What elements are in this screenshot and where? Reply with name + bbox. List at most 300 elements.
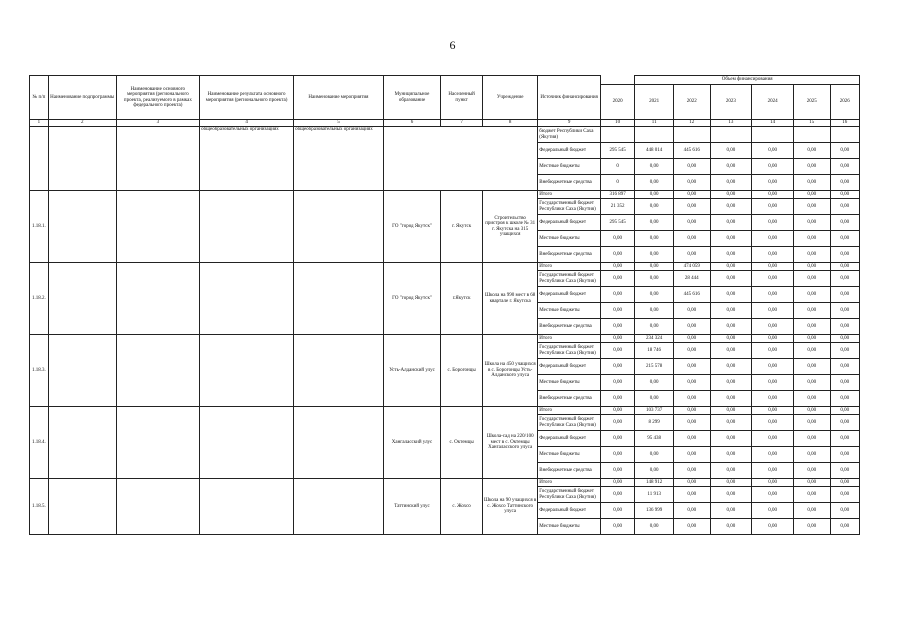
- header-funding: Объем финансирования: [635, 76, 860, 85]
- value-cell: 0,00: [673, 319, 710, 335]
- value-cell: 0,00: [600, 375, 634, 391]
- value-cell: 0,00: [794, 447, 831, 463]
- value-cell: 0,00: [830, 479, 859, 487]
- source-cell: Итого: [538, 191, 601, 199]
- header-municipality: Муниципальное образование: [383, 76, 440, 120]
- source-cell: Государственный бюджет Республики Саха (Якутия): [538, 271, 601, 287]
- institution-cell: Школа на 90 учащихся в с. Жохсо Таттинского улуса: [482, 479, 537, 535]
- value-cell: 0,00: [794, 503, 831, 519]
- value-cell: 0,00: [710, 199, 752, 215]
- institution-cell: Строительство пристроя к школе № 31 г. Якутска на 315 учащихся: [482, 191, 537, 263]
- value-cell: 0,00: [752, 463, 794, 479]
- value-cell: 0,00: [752, 319, 794, 335]
- column-number: 5: [294, 120, 384, 127]
- value-cell: 0,00: [794, 215, 831, 231]
- source-cell: Итого: [538, 335, 601, 343]
- value-cell: 0,00: [710, 447, 752, 463]
- value-cell: 0,00: [830, 191, 859, 199]
- value-cell: 0,00: [830, 415, 859, 431]
- value-cell: 0,00: [794, 143, 831, 159]
- value-cell: 448 014: [635, 143, 674, 159]
- source-cell: Государственный бюджет Республики Саха (Якутия): [538, 487, 601, 503]
- row-number: 1.18.5.: [30, 479, 49, 535]
- value-cell: 0,00: [752, 175, 794, 191]
- value-cell: 0,00: [710, 407, 752, 415]
- table-row: [30, 191, 860, 199]
- source-cell: Государственный бюджет Республики Саха (Якутия): [538, 415, 601, 431]
- value-cell: 0,00: [830, 263, 859, 271]
- municipality-cell: Хангаласский улус: [383, 407, 440, 479]
- value-cell: 0,00: [710, 463, 752, 479]
- value-cell: 0,00: [752, 503, 794, 519]
- value-cell: 0,00: [830, 231, 859, 247]
- column-number: 7: [441, 120, 483, 127]
- header-sources: Источник финансирования: [538, 76, 601, 120]
- value-cell: 0,00: [830, 175, 859, 191]
- value-cell: 0,00: [673, 431, 710, 447]
- value-cell: 0,00: [794, 271, 831, 287]
- source-cell: Государственный бюджет Республики Саха (Якутия): [538, 199, 601, 215]
- value-cell: 0,00: [600, 263, 634, 271]
- main-event-cell: [116, 335, 200, 407]
- value-cell: 0,00: [673, 199, 710, 215]
- value-cell: 0,00: [710, 431, 752, 447]
- value-cell: 445 616: [673, 287, 710, 303]
- value-cell: 0,00: [752, 159, 794, 175]
- value-cell: 21 352: [600, 199, 634, 215]
- table-row: [30, 479, 860, 487]
- locality-cell: с. Борогонцы: [441, 335, 483, 407]
- event-cell: [294, 263, 384, 335]
- value-cell: 0,00: [600, 407, 634, 415]
- value-cell: [600, 127, 634, 143]
- value-cell: 0,00: [710, 215, 752, 231]
- main-event-result-cell: [200, 263, 294, 335]
- column-number: 8: [482, 120, 537, 127]
- value-cell: 0,00: [635, 447, 674, 463]
- value-cell: 0,00: [710, 487, 752, 503]
- value-cell: 0,00: [600, 247, 634, 263]
- table-row: [30, 263, 860, 271]
- value-cell: 0,00: [600, 319, 634, 335]
- num-cell: [30, 127, 49, 191]
- value-cell: 18 746: [635, 343, 674, 359]
- column-number: 9: [538, 120, 601, 127]
- value-cell: 0,00: [752, 303, 794, 319]
- value-cell: 0,00: [794, 319, 831, 335]
- value-cell: 95 438: [635, 431, 674, 447]
- value-cell: 0,00: [710, 319, 752, 335]
- program-cell: [48, 127, 116, 191]
- value-cell: 0,00: [830, 503, 859, 519]
- value-cell: 0,00: [752, 391, 794, 407]
- value-cell: 0,00: [635, 463, 674, 479]
- page-number: 6: [449, 38, 456, 52]
- value-cell: 0,00: [673, 391, 710, 407]
- table-row: [30, 127, 860, 143]
- header-year: 2025: [794, 85, 831, 120]
- value-cell: 0,00: [830, 143, 859, 159]
- header-event: Наименование мероприятия: [294, 76, 384, 120]
- value-cell: 0,00: [830, 287, 859, 303]
- value-cell: 0,00: [830, 271, 859, 287]
- value-cell: 0,00: [635, 191, 674, 199]
- value-cell: 0,00: [635, 175, 674, 191]
- value-cell: 0,00: [673, 191, 710, 199]
- municipality-cell: Таттинский улус: [383, 479, 440, 535]
- event-cell: [294, 479, 384, 535]
- value-cell: 136 999: [635, 503, 674, 519]
- value-cell: 0,00: [830, 335, 859, 343]
- value-cell: 0,00: [752, 415, 794, 431]
- event-cell: [294, 335, 384, 407]
- value-cell: 0,00: [673, 247, 710, 263]
- column-number: 3: [116, 120, 200, 127]
- value-cell: [710, 127, 752, 143]
- value-cell: 0,00: [752, 199, 794, 215]
- value-cell: 0,00: [710, 287, 752, 303]
- value-cell: 0,00: [794, 375, 831, 391]
- value-cell: 0,00: [794, 247, 831, 263]
- value-cell: 0,00: [673, 359, 710, 375]
- source-cell: Внебюджетные средства: [538, 319, 601, 335]
- source-cell: Федеральный бюджет: [538, 503, 601, 519]
- source-cell: Местные бюджеты: [538, 375, 601, 391]
- value-cell: 295 545: [600, 143, 634, 159]
- value-cell: 0,00: [752, 487, 794, 503]
- value-cell: 0,00: [830, 359, 859, 375]
- value-cell: 0,00: [600, 359, 634, 375]
- event-cell: [294, 407, 384, 479]
- value-cell: 0,00: [710, 231, 752, 247]
- header-locality: Населенный пункт: [441, 76, 483, 120]
- header-year: 2022: [673, 85, 710, 120]
- value-cell: 0,00: [710, 175, 752, 191]
- value-cell: 0,00: [673, 519, 710, 535]
- value-cell: 0,00: [794, 287, 831, 303]
- column-number: 10: [600, 120, 634, 127]
- value-cell: 295 545: [600, 215, 634, 231]
- value-cell: 103 737: [635, 407, 674, 415]
- value-cell: 0,00: [635, 247, 674, 263]
- header-institution: Учреждение: [482, 76, 537, 120]
- value-cell: 0,00: [600, 487, 634, 503]
- source-cell: Внебюджетные средства: [538, 247, 601, 263]
- value-cell: 0,00: [710, 343, 752, 359]
- row-number: 1.18.2.: [30, 263, 49, 335]
- source-cell: Местные бюджеты: [538, 159, 601, 175]
- value-cell: 0,00: [710, 503, 752, 519]
- main-event-result-cell: общеобразовательных организациях: [200, 127, 294, 191]
- main-event-result-cell: [200, 335, 294, 407]
- value-cell: 0,00: [635, 231, 674, 247]
- locality-cell: с. Жохсо: [441, 479, 483, 535]
- value-cell: 0: [600, 175, 634, 191]
- value-cell: 0,00: [600, 503, 634, 519]
- value-cell: 0,00: [710, 391, 752, 407]
- table-row: [30, 407, 860, 415]
- row-number: 1.18.3.: [30, 335, 49, 407]
- header-year: 2021: [635, 85, 674, 120]
- source-cell: Федеральный бюджет: [538, 431, 601, 447]
- value-cell: 0,00: [794, 519, 831, 535]
- value-cell: [635, 127, 674, 143]
- institution-cell: Школа на 990 мест в 68 квартале г. Якутска: [482, 263, 537, 335]
- value-cell: 0,00: [830, 431, 859, 447]
- source-cell: Федеральный бюджет: [538, 215, 601, 231]
- column-number: 16: [830, 120, 859, 127]
- value-cell: 0,00: [752, 287, 794, 303]
- value-cell: 0,00: [794, 199, 831, 215]
- header-year: 2020: [600, 85, 634, 120]
- value-cell: 0,00: [794, 343, 831, 359]
- locality-cell: г. Якутск: [441, 191, 483, 263]
- value-cell: 0,00: [673, 447, 710, 463]
- value-cell: 0,00: [635, 271, 674, 287]
- main-event-cell: [116, 127, 200, 191]
- value-cell: 0,00: [830, 463, 859, 479]
- value-cell: 0,00: [635, 519, 674, 535]
- value-cell: 234 324: [635, 335, 674, 343]
- value-cell: 0,00: [752, 247, 794, 263]
- value-cell: 215 578: [635, 359, 674, 375]
- value-cell: 0,00: [600, 271, 634, 287]
- value-cell: 0,00: [673, 479, 710, 487]
- source-cell: Итого: [538, 263, 601, 271]
- value-cell: 0,00: [600, 415, 634, 431]
- value-cell: 0,00: [600, 463, 634, 479]
- source-cell: Местные бюджеты: [538, 519, 601, 535]
- header-year: 2023: [710, 85, 752, 120]
- program-cell: [48, 479, 116, 535]
- value-cell: 0,00: [752, 431, 794, 447]
- value-cell: 0,00: [830, 303, 859, 319]
- value-cell: 0,00: [794, 479, 831, 487]
- value-cell: 11 913: [635, 487, 674, 503]
- value-cell: 0,00: [830, 447, 859, 463]
- column-number: 6: [383, 120, 440, 127]
- value-cell: 0,00: [673, 503, 710, 519]
- value-cell: 0,00: [635, 287, 674, 303]
- value-cell: 0,00: [830, 159, 859, 175]
- value-cell: 0,00: [794, 175, 831, 191]
- main-event-cell: [116, 263, 200, 335]
- source-cell: Местные бюджеты: [538, 231, 601, 247]
- source-cell: Итого: [538, 479, 601, 487]
- value-cell: 0,00: [752, 447, 794, 463]
- source-cell: Внебюджетные средства: [538, 175, 601, 191]
- column-number: 15: [794, 120, 831, 127]
- value-cell: 0: [600, 159, 634, 175]
- column-number: 11: [635, 120, 674, 127]
- header-main-event-result: Наименование результата основного мероприятия (регионального проекта): [200, 76, 294, 120]
- value-cell: 0,00: [673, 343, 710, 359]
- value-cell: 0,00: [673, 415, 710, 431]
- value-cell: 0,00: [710, 303, 752, 319]
- column-number: 4: [200, 120, 294, 127]
- program-cell: [48, 263, 116, 335]
- column-number: 13: [710, 120, 752, 127]
- source-cell: Федеральный бюджет: [538, 143, 601, 159]
- value-cell: 0,00: [830, 343, 859, 359]
- table-row: [30, 335, 860, 343]
- event-cell: общеобразовательных организациях: [294, 127, 384, 191]
- value-cell: 0,00: [752, 263, 794, 271]
- value-cell: 0,00: [673, 463, 710, 479]
- value-cell: 445 616: [673, 143, 710, 159]
- value-cell: 0,00: [635, 215, 674, 231]
- header-program: Наименование подпрограммы: [48, 76, 116, 120]
- main-event-result-cell: [200, 479, 294, 535]
- value-cell: 0,00: [673, 231, 710, 247]
- value-cell: 0,00: [830, 519, 859, 535]
- value-cell: 474 059: [673, 263, 710, 271]
- municipality-cell: Усть-Алданский улус: [383, 335, 440, 407]
- value-cell: 0,00: [673, 303, 710, 319]
- main-event-cell: [116, 407, 200, 479]
- program-cell: [48, 191, 116, 263]
- value-cell: 0,00: [600, 391, 634, 407]
- value-cell: 0,00: [830, 375, 859, 391]
- header-num: № п/п: [30, 76, 49, 120]
- value-cell: 0,00: [830, 247, 859, 263]
- main-event-result-cell: [200, 407, 294, 479]
- value-cell: 0,00: [830, 199, 859, 215]
- value-cell: 0,00: [794, 407, 831, 415]
- value-cell: 0,00: [673, 159, 710, 175]
- value-cell: 8 299: [635, 415, 674, 431]
- column-number: 2: [48, 120, 116, 127]
- program-cell: [48, 335, 116, 407]
- value-cell: 0,00: [752, 407, 794, 415]
- value-cell: 0,00: [794, 359, 831, 375]
- value-cell: 0,00: [830, 407, 859, 415]
- value-cell: 0,00: [752, 143, 794, 159]
- value-cell: 148 912: [635, 479, 674, 487]
- source-cell: Местные бюджеты: [538, 447, 601, 463]
- value-cell: 0,00: [752, 271, 794, 287]
- value-cell: 0,00: [794, 431, 831, 447]
- value-cell: 0,00: [600, 479, 634, 487]
- value-cell: 0,00: [752, 519, 794, 535]
- value-cell: 0,00: [600, 447, 634, 463]
- main-event-cell: [116, 479, 200, 535]
- value-cell: 0,00: [752, 479, 794, 487]
- value-cell: 0,00: [635, 319, 674, 335]
- value-cell: 0,00: [830, 215, 859, 231]
- value-cell: 0,00: [794, 415, 831, 431]
- value-cell: 28 444: [673, 271, 710, 287]
- value-cell: 0,00: [710, 359, 752, 375]
- source-cell: Федеральный бюджет: [538, 287, 601, 303]
- header-year: 2024: [752, 85, 794, 120]
- value-cell: 0,00: [635, 199, 674, 215]
- value-cell: 0,00: [710, 263, 752, 271]
- value-cell: 316 897: [600, 191, 634, 199]
- value-cell: [794, 127, 831, 143]
- value-cell: 0,00: [635, 263, 674, 271]
- value-cell: 0,00: [794, 191, 831, 199]
- value-cell: 0,00: [600, 431, 634, 447]
- value-cell: 0,00: [710, 191, 752, 199]
- location-cell: [383, 127, 537, 191]
- header-main-event: Наименование основного мероприятия (регионального проекта, реализуемого в рамках федерального проекта): [116, 76, 200, 120]
- source-cell: Государственный бюджет Республики Саха (Якутия): [538, 343, 601, 359]
- value-cell: 0,00: [752, 335, 794, 343]
- column-number: 1: [30, 120, 49, 127]
- value-cell: 0,00: [635, 159, 674, 175]
- program-cell: [48, 407, 116, 479]
- source-cell: Федеральный бюджет: [538, 359, 601, 375]
- value-cell: 0,00: [635, 303, 674, 319]
- value-cell: 0,00: [752, 343, 794, 359]
- value-cell: 0,00: [710, 335, 752, 343]
- value-cell: 0,00: [673, 375, 710, 391]
- value-cell: 0,00: [600, 231, 634, 247]
- financing-table: [29, 75, 860, 535]
- value-cell: 0,00: [794, 263, 831, 271]
- value-cell: 0,00: [635, 391, 674, 407]
- column-number: 14: [752, 120, 794, 127]
- value-cell: 0,00: [600, 343, 634, 359]
- source-cell: Местные бюджеты: [538, 303, 601, 319]
- value-cell: 0,00: [600, 287, 634, 303]
- value-cell: 0,00: [673, 407, 710, 415]
- value-cell: 0,00: [710, 271, 752, 287]
- column-number: 12: [673, 120, 710, 127]
- municipality-cell: ГО "город Якутск": [383, 263, 440, 335]
- value-cell: 0,00: [830, 319, 859, 335]
- value-cell: 0,00: [794, 231, 831, 247]
- value-cell: 0,00: [673, 215, 710, 231]
- value-cell: 0,00: [710, 375, 752, 391]
- row-number: 1.18.1.: [30, 191, 49, 263]
- value-cell: 0,00: [830, 391, 859, 407]
- value-cell: 0,00: [830, 487, 859, 503]
- value-cell: 0,00: [752, 191, 794, 199]
- value-cell: 0,00: [710, 159, 752, 175]
- value-cell: 0,00: [794, 391, 831, 407]
- value-cell: 0,00: [710, 479, 752, 487]
- value-cell: 0,00: [673, 487, 710, 503]
- value-cell: 0,00: [673, 335, 710, 343]
- event-cell: [294, 191, 384, 263]
- value-cell: 0,00: [752, 215, 794, 231]
- value-cell: 0,00: [794, 487, 831, 503]
- value-cell: 0,00: [794, 463, 831, 479]
- value-cell: [830, 127, 859, 143]
- main-event-result-cell: [200, 191, 294, 263]
- source-cell: Итого: [538, 407, 601, 415]
- row-number: 1.18.4.: [30, 407, 49, 479]
- header-year: 2026: [830, 85, 859, 120]
- value-cell: 0,00: [752, 375, 794, 391]
- source-cell: Внебюджетные средства: [538, 463, 601, 479]
- value-cell: 0,00: [794, 335, 831, 343]
- value-cell: 0,00: [600, 335, 634, 343]
- institution-cell: Школа на 450 учащихся в с. Борогонцы Усть-Алданского улуса: [482, 335, 537, 407]
- value-cell: 0,00: [710, 415, 752, 431]
- value-cell: 0,00: [710, 519, 752, 535]
- institution-cell: Школа-сад на 220/100 мест в с. Октемцы Хангаласского улуса: [482, 407, 537, 479]
- value-cell: 0,00: [752, 231, 794, 247]
- value-cell: [752, 127, 794, 143]
- source-cell: бюджет Республики Саха (Якутия): [538, 127, 601, 143]
- value-cell: 0,00: [600, 303, 634, 319]
- main-event-cell: [116, 191, 200, 263]
- locality-cell: с. Октемцы: [441, 407, 483, 479]
- value-cell: 0,00: [600, 519, 634, 535]
